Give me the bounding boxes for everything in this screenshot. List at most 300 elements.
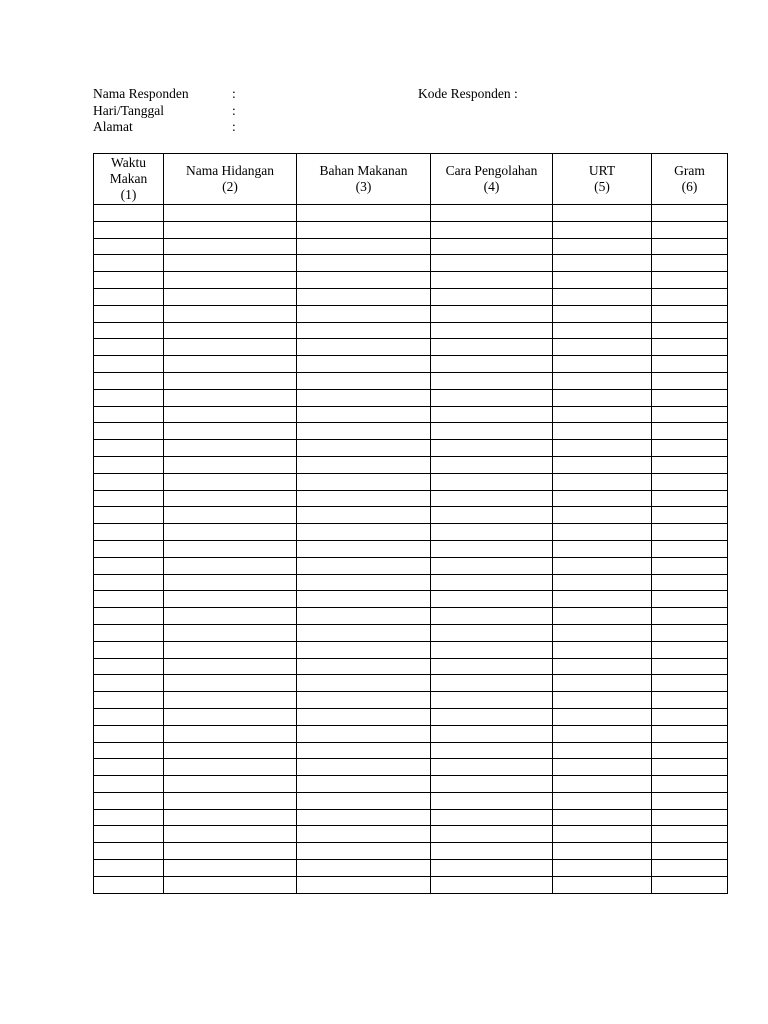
table-cell[interactable]: [164, 776, 297, 793]
table-cell[interactable]: [431, 675, 553, 692]
table-cell[interactable]: [553, 809, 652, 826]
table-cell[interactable]: [164, 675, 297, 692]
table-row: [94, 843, 728, 860]
table-cell[interactable]: [652, 490, 728, 507]
table-row: [94, 272, 728, 289]
table-cell[interactable]: [431, 305, 553, 322]
table-cell[interactable]: [94, 692, 164, 709]
table-cell[interactable]: [94, 624, 164, 641]
table-cell[interactable]: [297, 423, 431, 440]
table-row: [94, 205, 728, 222]
table-cell[interactable]: [652, 322, 728, 339]
table-cell[interactable]: [431, 708, 553, 725]
table-cell[interactable]: [553, 372, 652, 389]
table-cell[interactable]: [431, 776, 553, 793]
table-row: [94, 608, 728, 625]
table-cell[interactable]: [94, 356, 164, 373]
column-header-line: Waktu: [111, 154, 146, 170]
table-row: [94, 792, 728, 809]
table-row: [94, 456, 728, 473]
table-cell[interactable]: [94, 826, 164, 843]
table-cell[interactable]: [431, 641, 553, 658]
table-cell[interactable]: [553, 624, 652, 641]
table-cell[interactable]: [94, 288, 164, 305]
table-cell[interactable]: [431, 557, 553, 574]
table-cell[interactable]: [94, 456, 164, 473]
table-cell[interactable]: [164, 574, 297, 591]
table-cell[interactable]: [164, 205, 297, 222]
table-cell[interactable]: [431, 742, 553, 759]
table-cell[interactable]: [652, 608, 728, 625]
table-cell[interactable]: [652, 641, 728, 658]
table-cell[interactable]: [94, 272, 164, 289]
column-header-cara-pengolahan: [431, 154, 553, 205]
table-cell[interactable]: [94, 591, 164, 608]
table-cell[interactable]: [164, 624, 297, 641]
food-recall-table: [93, 153, 728, 894]
table-cell[interactable]: [164, 356, 297, 373]
table-cell[interactable]: [94, 423, 164, 440]
table-cell[interactable]: [297, 876, 431, 893]
table-cell[interactable]: [297, 440, 431, 457]
table-cell[interactable]: [431, 272, 553, 289]
table-row: [94, 591, 728, 608]
table-cell[interactable]: [94, 507, 164, 524]
field-label: Hari/Tanggal: [93, 102, 165, 118]
table-cell[interactable]: [164, 406, 297, 423]
table-cell[interactable]: [94, 725, 164, 742]
table-cell[interactable]: [652, 725, 728, 742]
table-cell[interactable]: [164, 305, 297, 322]
table-cell[interactable]: [431, 792, 553, 809]
table-cell[interactable]: [164, 490, 297, 507]
table-cell[interactable]: [94, 708, 164, 725]
table-cell[interactable]: [553, 473, 652, 490]
table-cell[interactable]: [553, 742, 652, 759]
table-cell[interactable]: [553, 406, 652, 423]
field-label: Alamat: [93, 119, 133, 135]
table-row: [94, 742, 728, 759]
table-row: [94, 238, 728, 255]
table-cell[interactable]: [431, 288, 553, 305]
table-cell[interactable]: [431, 238, 553, 255]
table-cell[interactable]: [652, 759, 728, 776]
table-cell[interactable]: [431, 843, 553, 860]
table-cell[interactable]: [431, 574, 553, 591]
table-cell[interactable]: [553, 540, 652, 557]
table-cell[interactable]: [297, 658, 431, 675]
table-cell[interactable]: [553, 876, 652, 893]
table-cell[interactable]: [297, 406, 431, 423]
table-cell[interactable]: [431, 456, 553, 473]
table-cell[interactable]: [652, 658, 728, 675]
table-cell[interactable]: [164, 742, 297, 759]
table-cell[interactable]: [652, 540, 728, 557]
table-cell[interactable]: [297, 725, 431, 742]
table-cell[interactable]: [652, 826, 728, 843]
table-row: [94, 389, 728, 406]
table-cell[interactable]: [164, 809, 297, 826]
table-cell[interactable]: [652, 574, 728, 591]
table-cell[interactable]: [652, 692, 728, 709]
table-cell[interactable]: [652, 473, 728, 490]
table-cell[interactable]: [431, 406, 553, 423]
table-cell[interactable]: [553, 591, 652, 608]
table-cell[interactable]: [652, 238, 728, 255]
table-row: [94, 524, 728, 541]
column-header-number: (5): [594, 179, 610, 194]
table-cell[interactable]: [94, 843, 164, 860]
table-cell[interactable]: [164, 658, 297, 675]
table-cell[interactable]: [94, 221, 164, 238]
table-cell[interactable]: [652, 205, 728, 222]
table-cell[interactable]: [553, 557, 652, 574]
table-cell[interactable]: [94, 406, 164, 423]
table-cell[interactable]: [164, 322, 297, 339]
table-cell[interactable]: [94, 608, 164, 625]
table-cell[interactable]: [431, 205, 553, 222]
table-cell[interactable]: [431, 389, 553, 406]
table-cell[interactable]: [164, 591, 297, 608]
table-cell[interactable]: [553, 490, 652, 507]
table-cell[interactable]: [652, 339, 728, 356]
table-cell[interactable]: [297, 574, 431, 591]
table-cell[interactable]: [553, 288, 652, 305]
field-colon: :: [232, 102, 236, 118]
table-cell[interactable]: [431, 591, 553, 608]
table-cell[interactable]: [652, 423, 728, 440]
table-cell[interactable]: [553, 389, 652, 406]
column-header-gram: [652, 154, 728, 205]
table-cell[interactable]: [553, 507, 652, 524]
table-cell[interactable]: [553, 524, 652, 541]
table-cell[interactable]: [94, 809, 164, 826]
table-row: [94, 624, 728, 641]
table-cell[interactable]: [553, 440, 652, 457]
table-cell[interactable]: [94, 339, 164, 356]
table-cell[interactable]: [431, 759, 553, 776]
table-cell[interactable]: [94, 658, 164, 675]
table-cell[interactable]: [164, 507, 297, 524]
table-cell[interactable]: [652, 288, 728, 305]
table-cell[interactable]: [553, 221, 652, 238]
table-cell[interactable]: [297, 557, 431, 574]
table-cell[interactable]: [164, 725, 297, 742]
table-row: [94, 826, 728, 843]
table-cell[interactable]: [652, 305, 728, 322]
table-row: [94, 759, 728, 776]
table-cell[interactable]: [431, 490, 553, 507]
table-cell[interactable]: [297, 742, 431, 759]
table-cell[interactable]: [553, 423, 652, 440]
table-cell[interactable]: [94, 876, 164, 893]
table-cell[interactable]: [94, 776, 164, 793]
table-cell[interactable]: [297, 356, 431, 373]
column-header-nama-hidangan: [164, 154, 297, 205]
table-cell[interactable]: [297, 456, 431, 473]
table-cell[interactable]: [553, 708, 652, 725]
table-cell[interactable]: [553, 776, 652, 793]
table-row: [94, 692, 728, 709]
table-cell[interactable]: [297, 708, 431, 725]
table-cell[interactable]: [94, 372, 164, 389]
table-cell[interactable]: [652, 255, 728, 272]
table-cell[interactable]: [652, 372, 728, 389]
table-cell[interactable]: [94, 305, 164, 322]
table-cell[interactable]: [297, 591, 431, 608]
table-cell[interactable]: [553, 759, 652, 776]
table-cell[interactable]: [94, 792, 164, 809]
table-row: [94, 288, 728, 305]
table-cell[interactable]: [297, 305, 431, 322]
table-row: [94, 322, 728, 339]
table-row: [94, 776, 728, 793]
table-cell[interactable]: [164, 339, 297, 356]
table-cell[interactable]: [94, 238, 164, 255]
table-cell[interactable]: [297, 776, 431, 793]
table-cell[interactable]: [652, 624, 728, 641]
table-cell[interactable]: [164, 524, 297, 541]
table-row: [94, 809, 728, 826]
table-cell[interactable]: [297, 238, 431, 255]
table-cell[interactable]: [553, 456, 652, 473]
table-cell[interactable]: [297, 272, 431, 289]
table-cell[interactable]: [553, 792, 652, 809]
table-cell[interactable]: [297, 255, 431, 272]
table-row: [94, 473, 728, 490]
table-cell[interactable]: [431, 876, 553, 893]
table-cell[interactable]: [431, 725, 553, 742]
table-cell[interactable]: [652, 456, 728, 473]
table-cell[interactable]: [94, 524, 164, 541]
table-cell[interactable]: [164, 860, 297, 877]
table-cell[interactable]: [164, 641, 297, 658]
table-cell[interactable]: [164, 272, 297, 289]
column-header-line: Cara Pengolahan: [445, 162, 538, 178]
table-cell[interactable]: [553, 658, 652, 675]
table-cell[interactable]: [94, 759, 164, 776]
table-cell[interactable]: [652, 708, 728, 725]
field-colon: :: [232, 119, 236, 135]
table-cell[interactable]: [164, 843, 297, 860]
table-cell[interactable]: [652, 406, 728, 423]
table-cell[interactable]: [297, 490, 431, 507]
table-cell[interactable]: [164, 557, 297, 574]
table-cell[interactable]: [297, 624, 431, 641]
table-cell[interactable]: [297, 288, 431, 305]
table-cell[interactable]: [553, 356, 652, 373]
table-cell[interactable]: [164, 221, 297, 238]
table-cell[interactable]: [94, 322, 164, 339]
table-cell[interactable]: [553, 826, 652, 843]
table-cell[interactable]: [297, 641, 431, 658]
table-cell[interactable]: [164, 876, 297, 893]
table-cell[interactable]: [431, 221, 553, 238]
table-row: [94, 641, 728, 658]
table-cell[interactable]: [431, 608, 553, 625]
table-cell[interactable]: [431, 473, 553, 490]
table-cell[interactable]: [297, 809, 431, 826]
table-cell[interactable]: [297, 759, 431, 776]
table-cell[interactable]: [297, 372, 431, 389]
table-cell[interactable]: [652, 557, 728, 574]
table-cell[interactable]: [652, 742, 728, 759]
table-cell[interactable]: [164, 692, 297, 709]
table-cell[interactable]: [553, 843, 652, 860]
table-cell[interactable]: [553, 272, 652, 289]
table-cell[interactable]: [652, 860, 728, 877]
table-cell[interactable]: [297, 322, 431, 339]
table-cell[interactable]: [652, 524, 728, 541]
table-cell[interactable]: [553, 608, 652, 625]
table-cell[interactable]: [297, 540, 431, 557]
table-cell[interactable]: [553, 322, 652, 339]
table-cell[interactable]: [652, 507, 728, 524]
table-cell[interactable]: [164, 540, 297, 557]
table-row: [94, 574, 728, 591]
table-cell[interactable]: [297, 473, 431, 490]
table-cell[interactable]: [297, 389, 431, 406]
table-cell[interactable]: [652, 591, 728, 608]
table-cell[interactable]: [431, 339, 553, 356]
table-cell[interactable]: [297, 339, 431, 356]
table-cell[interactable]: [553, 725, 652, 742]
table-header-row: [94, 154, 728, 205]
table-row: [94, 423, 728, 440]
table-cell[interactable]: [94, 473, 164, 490]
table-cell[interactable]: [553, 205, 652, 222]
table-cell[interactable]: [297, 860, 431, 877]
table-cell[interactable]: [431, 540, 553, 557]
table-cell[interactable]: [553, 305, 652, 322]
table-cell[interactable]: [164, 456, 297, 473]
table-cell[interactable]: [431, 809, 553, 826]
table-cell[interactable]: [164, 608, 297, 625]
table-row: [94, 658, 728, 675]
table-cell[interactable]: [164, 238, 297, 255]
table-cell[interactable]: [297, 692, 431, 709]
table-row: [94, 708, 728, 725]
table-cell[interactable]: [164, 288, 297, 305]
table-cell[interactable]: [297, 507, 431, 524]
table-row: [94, 557, 728, 574]
table-body: [94, 205, 728, 894]
table-cell[interactable]: [164, 389, 297, 406]
table-cell[interactable]: [553, 255, 652, 272]
column-header-line: URT: [588, 162, 616, 178]
table-cell[interactable]: [94, 675, 164, 692]
table-cell[interactable]: [164, 423, 297, 440]
table-row: [94, 221, 728, 238]
table-cell[interactable]: [297, 205, 431, 222]
column-header-urt: [553, 154, 652, 205]
table-cell[interactable]: [431, 826, 553, 843]
table-cell[interactable]: [297, 843, 431, 860]
table-cell[interactable]: [652, 675, 728, 692]
table-cell[interactable]: [652, 776, 728, 793]
table-cell[interactable]: [431, 692, 553, 709]
table-cell[interactable]: [553, 238, 652, 255]
column-header-waktu-makan: [94, 154, 164, 205]
table-cell[interactable]: [652, 809, 728, 826]
table-cell[interactable]: [164, 372, 297, 389]
table-cell[interactable]: [431, 507, 553, 524]
table-cell[interactable]: [553, 860, 652, 877]
table-cell[interactable]: [652, 272, 728, 289]
table-cell[interactable]: [652, 876, 728, 893]
table-cell[interactable]: [652, 440, 728, 457]
table-cell[interactable]: [297, 675, 431, 692]
table-row: [94, 372, 728, 389]
column-header-number: (1): [120, 187, 137, 203]
table-row: [94, 490, 728, 507]
table-cell[interactable]: [297, 524, 431, 541]
table-cell[interactable]: [431, 255, 553, 272]
column-header-number: (2): [222, 179, 238, 194]
table-cell[interactable]: [164, 473, 297, 490]
column-header-number: (3): [355, 179, 372, 194]
table-cell[interactable]: [297, 826, 431, 843]
table-cell[interactable]: [431, 658, 553, 675]
table-cell[interactable]: [553, 339, 652, 356]
table-cell[interactable]: [431, 423, 553, 440]
table-cell[interactable]: [94, 860, 164, 877]
table-cell[interactable]: [164, 255, 297, 272]
table-cell[interactable]: [297, 792, 431, 809]
table-row: [94, 725, 728, 742]
table-cell[interactable]: [94, 574, 164, 591]
table-cell[interactable]: [297, 221, 431, 238]
column-header-line: Gram: [674, 162, 705, 178]
table-cell[interactable]: [94, 255, 164, 272]
column-header-line: Bahan Makanan: [319, 162, 408, 178]
table-cell[interactable]: [431, 524, 553, 541]
table-cell[interactable]: [94, 490, 164, 507]
table-cell[interactable]: [164, 708, 297, 725]
table-cell[interactable]: [652, 843, 728, 860]
table-cell[interactable]: [553, 574, 652, 591]
table-cell[interactable]: [164, 826, 297, 843]
table-cell[interactable]: [94, 389, 164, 406]
table-cell[interactable]: [297, 608, 431, 625]
table-cell[interactable]: [164, 792, 297, 809]
table-cell[interactable]: [553, 641, 652, 658]
table-cell[interactable]: [94, 641, 164, 658]
table-cell[interactable]: [164, 759, 297, 776]
table-cell[interactable]: [431, 860, 553, 877]
table-cell[interactable]: [94, 205, 164, 222]
table-cell[interactable]: [94, 440, 164, 457]
table-cell[interactable]: [652, 389, 728, 406]
table-cell[interactable]: [431, 624, 553, 641]
table-cell[interactable]: [94, 557, 164, 574]
table-row: [94, 860, 728, 877]
table-cell[interactable]: [652, 356, 728, 373]
column-header-bahan-makanan: [297, 154, 431, 205]
table-cell[interactable]: [431, 322, 553, 339]
table-cell[interactable]: [652, 792, 728, 809]
table-cell[interactable]: [431, 372, 553, 389]
table-cell[interactable]: [431, 440, 553, 457]
table-cell[interactable]: [164, 440, 297, 457]
table-cell[interactable]: [94, 540, 164, 557]
table-cell[interactable]: [431, 356, 553, 373]
table-cell[interactable]: [94, 742, 164, 759]
table-cell[interactable]: [553, 675, 652, 692]
table-row: [94, 356, 728, 373]
table-cell[interactable]: [553, 692, 652, 709]
table-cell[interactable]: [652, 221, 728, 238]
